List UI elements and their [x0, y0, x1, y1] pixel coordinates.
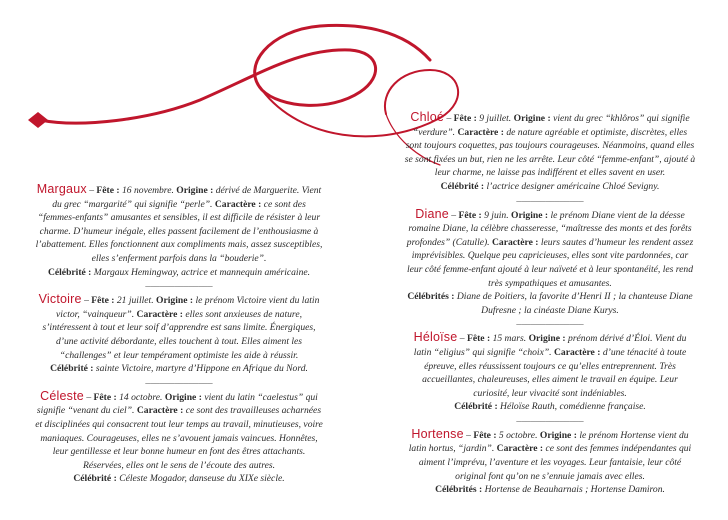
caractere-label: Caractère :: [136, 405, 184, 417]
left-column: [34, 183, 324, 486]
entry-margaux: Margaux – Fête : 16 novembre. Origine : dérivé de Marguerite. Vient du grec “margarité” qui signifie “perle”. Caractère : ce sont des “femmes-enfants” amusantes et sensibles, il est difficile de résister à leur charme. D’humeur inégale, elles passent facilement de l’enthousiasme à l’abattement. Elles fonctionnent aux compliments mais, assez susceptibles, elles s’enferment parfois dans la “bouderie”. Célébrité : Margaux Hemingway, actrice et mannequin américaine.: [35, 182, 323, 278]
origine-label: Origine :: [539, 429, 577, 441]
caractere-label: Caractère :: [136, 308, 183, 320]
celebrite-line: [34, 266, 324, 280]
caractere-label: Caractère :: [457, 126, 504, 138]
celebrite-value: sainte Victoire, martyre d’Hippone en Afrique du Nord.: [95, 363, 308, 375]
celebrite-line: [404, 483, 696, 497]
origine-label: Origine :: [156, 295, 194, 307]
entry-name: Chloé: [410, 110, 445, 124]
origine-value: vient du grec “khlôros” qui signifie “verdure”.: [412, 113, 690, 138]
entry-victoire: Victoire – Fête : 21 juillet. Origine : le prénom Victoire vient du latin victor, “vainqueur”. Caractère : elles sont anxieuses de nature, s’intéressent à tout et leur soif d’apprendre est sans limite. Énergiques, d’une activité débordante, elles touchent à tout. Elles aiment les “challenges” et leur tempérament optimiste les aide à réussir. Célébrité : sainte Victoire, martyre d’Hippone en Afrique du Nord.: [34, 293, 324, 376]
fete-label: Fête :: [96, 185, 120, 196]
origine-value: le prénom Diane vient de la déesse romaine Diane, la célèbre chasseresse, “maîtresse des monts et des forêts profondes” (Catulle).: [406, 209, 692, 248]
origine-label: Origine :: [528, 333, 566, 345]
caractere-value: ce sont des “femmes-enfants” amusantes et sensibles, il est difficile de résister à leur charme. D’humeur inégale, elles passent facilement de l’enthousiasme à l’abattement. Elles fonctionnent aux compliments mais, assez susceptibles, elles s’enferment parfois dans la “bouderie”.: [35, 198, 323, 264]
celebrite-line: [404, 180, 696, 194]
caractere-value: ce sont des travailleuses acharnées et disciplinées qui consacrent tout leur temps au travail, minutieuses, voire maniaques. Courageuses, elles ne s’avouent jamais vaincues. Honnêtes, leur gentillesse et leur bonne humeur en font des êtres attachants. Réservées, elles ont le sens de l’écoute des autres.: [35, 405, 323, 471]
celebrite-label: Célébrité :: [73, 473, 117, 485]
fete-label: Fête :: [458, 209, 482, 221]
celebrite-value: l’actrice designer américaine Chloé Sevigny.: [486, 180, 660, 192]
celebrite-label: Célébrités :: [407, 291, 455, 303]
origine-label: Origine :: [164, 391, 202, 403]
celebrite-label: Célébrité :: [454, 401, 498, 413]
fete-label: Fête :: [453, 113, 477, 124]
origine-label: Origine :: [176, 185, 214, 196]
separator: ______________: [516, 412, 584, 424]
caractere-label: Caractère :: [553, 346, 601, 358]
fete-label: Fête :: [93, 391, 117, 403]
celebrite-value: Hortense de Beauharnais ; Hortense Damiron.: [484, 484, 665, 496]
celebrite-line: [404, 400, 696, 414]
separator: ______________: [145, 374, 213, 386]
caractere-value: ce sont des femmes indépendantes qui aiment l’imprévu, l’aventure et les voyages. Leur fantaisie, leur côté original font qu’on ne s’ennuie jamais avec elles.: [418, 443, 692, 482]
fete-value: 5 octobre.: [498, 429, 538, 441]
celebrite-line: [404, 290, 696, 317]
fete-value: 15 mars.: [492, 333, 527, 345]
origine-value: le prénom Victoire vient du latin victor, “vainqueur”.: [56, 295, 320, 320]
entry-name: Victoire: [38, 292, 82, 307]
caractere-value: leurs sautes d’humeur les rendent assez imprévisibles. Quelque peu capricieuses, elles sont vite pardonnées, car leur côté femme-enfant ajouté à leur naïveté et à leur spontanéité, les rend très sympathiques et amusantes.: [406, 236, 694, 289]
caractere-value: elles sont anxieuses de nature, s’intéressent à tout et leur soif d’apprendre est sans limite. Énergiques, d’une activité débordante, elles touchent à tout. Elles aiment les “challenges” et leur tempérament optimiste les aide à réussir.: [42, 308, 316, 361]
origine-value: prénom dérivé d’Éloi. Vient du latin “eligius” qui signifie “choix”.: [413, 333, 687, 358]
entry-name: Diane: [415, 206, 449, 221]
celebrite-value: Céleste Mogador, danseuse du XIXe siècle.: [119, 473, 285, 485]
celebrite-label: Célébrité :: [50, 363, 94, 375]
entry-chloe: Chloé – Fête : 9 juillet. Origine : vient du grec “khlôros” qui signifie “verdure”. Caractère : de nature agréable et optimiste, discrètes, elles sont toujours coquettes, pas toujours courageuses. Néanmoins, quand elles se sont fixées un but, rien ne les arrête. Leur côté “femme-enfant”, ajouté à leur charme, ne laisse pas indifférent et elles savent en user. Célébrité : l’actrice designer américaine Chloé Sevigny.: [404, 110, 696, 192]
fete-value: 9 juin.: [484, 209, 509, 221]
celebrite-label: Célébrités :: [435, 484, 483, 496]
entry-name: Héloïse: [413, 330, 458, 345]
entry-celeste: Céleste – Fête : 14 octobre. Origine : vient du latin “caelestus” qui signifie “venant du ciel”. Caractère : ce sont des travailleuses acharnées et disciplinées qui consacrent tout leur temps au travail, minutieuses, voire maniaques. Courageuses, elles ne s’avouent jamais vaincues. Honnêtes, leur gentillesse et leur bonne humeur en font des êtres attachants. Réservées, elles ont le sens de l’écoute des autres. Célébrité : Céleste Mogador, danseuse du XIXe siècle.: [35, 388, 323, 485]
caractere-value: d’une ténacité à toute épreuve, elles réussissent toujours ce qu’elles entreprennent. Très accueillantes, chaleureuses, elles aiment le travail en équipe. Leur curiosité, leur vivacité sont indéniables.: [422, 346, 687, 399]
caractere-value: de nature agréable et optimiste, discrètes, elles sont toujours coquettes, pas toujours courageuses. Néanmoins, quand elles se sont fixées un but, rien ne les arrête. Leur côté “femme-enfant”, ajouté à leur charme, ne laisse pas indifférent et elles savent en user.: [404, 126, 696, 179]
origine-label: Origine :: [513, 113, 551, 124]
fete-value: 16 novembre.: [121, 185, 174, 196]
entry-heloise: Héloïse – Fête : 15 mars. Origine : prénom dérivé d’Éloi. Vient du latin “eligius” qui signifie “choix”. Caractère : d’une ténacité à toute épreuve, elles réussissent toujours ce qu’elles entreprennent. Très accueillantes, chaleureuses, elles aiment le travail en équipe. Leur curiosité, leur vivacité sont indéniables. Célébrité : Héloïse Rauth, comédienne française.: [404, 331, 696, 414]
caractere-label: Caractère :: [492, 236, 539, 248]
entry-name: Margaux: [36, 182, 87, 196]
celebrite-value: Margaux Hemingway, actrice et mannequin américaine.: [93, 266, 311, 278]
origine-value: le prénom Hortense vient du latin hortus, “jardin”.: [408, 429, 689, 455]
entry-hortense: Hortense – Fête : 5 octobre. Origine : le prénom Hortense vient du latin hortus, “jardin”. Caractère : ce sont des femmes indépendantes qui aiment l’imprévu, l’aventure et les voyages. Leur fantaisie, leur côté original font qu’on ne s’ennuie jamais avec elles. Célébrités : Hortense de Beauharnais ; Hortense Damiron.: [404, 428, 696, 497]
fete-label: Fête :: [91, 295, 115, 307]
celebrite-label: Célébrité :: [47, 266, 92, 278]
celebrite-value: Diane de Poitiers, la favorite d’Henri II ; la chanteuse Diane Dufresne ; la cinéaste Diane Kurys.: [456, 291, 693, 316]
celebrite-value: Héloïse Rauth, comédienne française.: [500, 401, 646, 413]
entry-name: Céleste: [40, 388, 84, 403]
fete-value: 14 octobre.: [119, 391, 163, 403]
origine-value: dérivé de Marguerite. Vient du grec “margarité” qui signifie “perle”.: [52, 185, 322, 210]
origine-label: Origine :: [511, 209, 549, 221]
entry-name: Hortense: [411, 426, 464, 441]
separator: ______________: [516, 316, 584, 328]
right-column: [404, 111, 696, 497]
origine-value: vient du latin “caelestus” qui signifie “venant du ciel”.: [36, 391, 318, 417]
caractere-label: Caractère :: [496, 443, 544, 455]
caractere-label: Caractère :: [214, 198, 262, 210]
separator: ______________: [516, 192, 584, 204]
fete-label: Fête :: [473, 429, 497, 441]
fete-value: 9 juillet.: [479, 113, 512, 124]
fete-value: 21 juillet.: [116, 295, 154, 307]
entry-diane: Diane – Fête : 9 juin. Origine : le prénom Diane vient de la déesse romaine Diane, la célèbre chasseresse, “maîtresse des monts et des forêts profondes” (Catulle). Caractère : leurs sautes d’humeur les rendent assez imprévisibles. Quelque peu capricieuses, elles sont vite pardonnées, car leur côté femme-enfant ajouté à leur naïveté et à leur spontanéité, les rend très sympathiques et amusantes. Célébrités : Diane de Poitiers, la favorite d’Henri II ; la chanteuse Diane Dufresne ; la cinéaste Diane Kurys.: [404, 208, 696, 318]
celebrite-line: [34, 472, 324, 486]
celebrite-label: Célébrité :: [440, 180, 485, 192]
fete-label: Fête :: [466, 333, 491, 345]
separator: ______________: [145, 278, 213, 290]
celebrite-line: [34, 362, 324, 376]
